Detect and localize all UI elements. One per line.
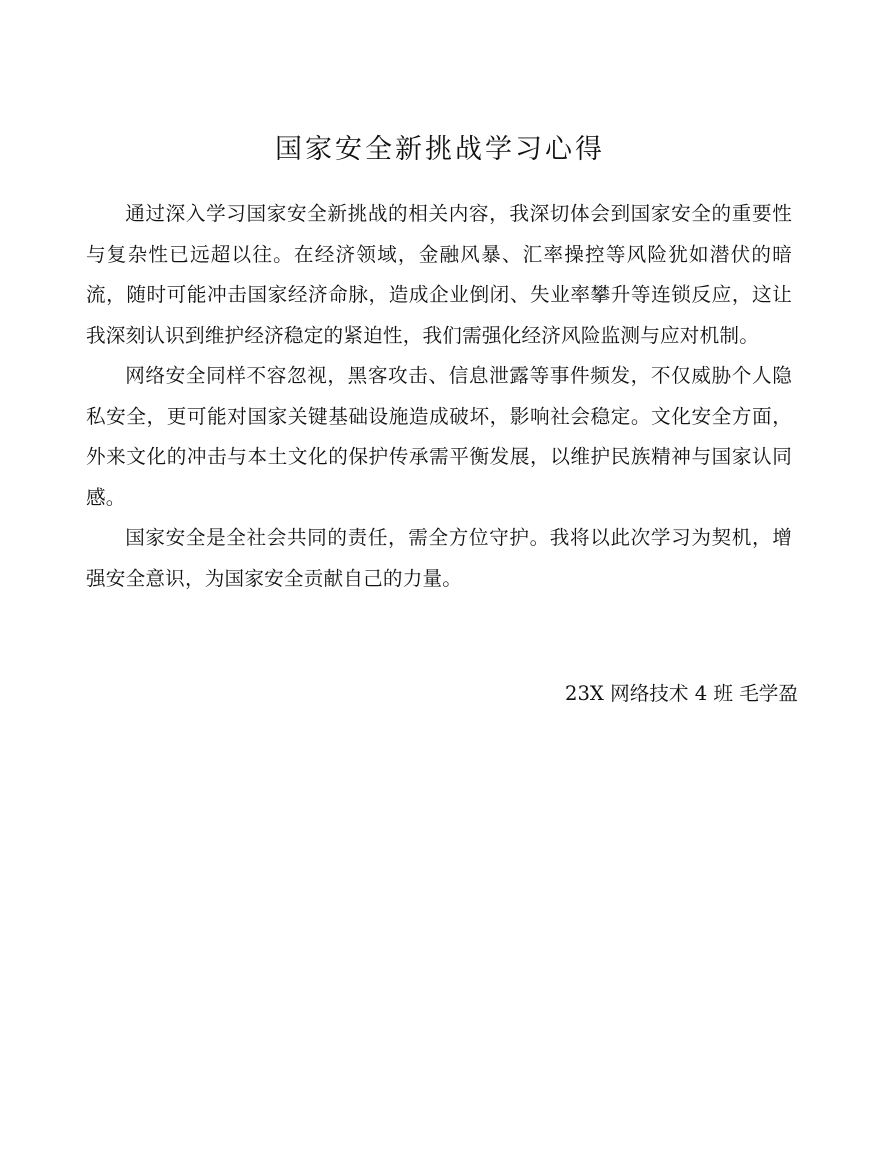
paragraph-conclusion: 国家安全是全社会共同的责任，需全方位守护。我将以此次学习为契机，增强安全意识，为国家安全贡献自己的力量。: [86, 526, 792, 590]
paragraph-economic-security: 通过深入学习国家安全新挑战的相关内容，我深切体会到国家安全的重要性与复杂性已远超以往。在经济领域，金融风暴、汇率操控等风险犹如潜伏的暗流，随时可能冲击国家经济命脉，造成企业倒闭、失业率攀升等连锁反应，这让我深刻认识到维护经济稳定的紧迫性，我们需强化经济风险监测与应对机制。: [86, 202, 792, 347]
author-signature: 23X 网络技术 4 班 毛学盈: [564, 682, 798, 705]
document-body: [86, 194, 792, 599]
document-title: 国家安全新挑战学习心得: [275, 134, 605, 165]
paragraph-network-cultural-security: 网络安全同样不容忽视，黑客攻击、信息泄露等事件频发，不仅威胁个人隐私安全，更可能对国家关键基础设施造成破坏，影响社会稳定。文化安全方面，外来文化的冲击与本土文化的保护传承需平衡发展，以维护民族精神与国家认同感。: [86, 364, 792, 509]
